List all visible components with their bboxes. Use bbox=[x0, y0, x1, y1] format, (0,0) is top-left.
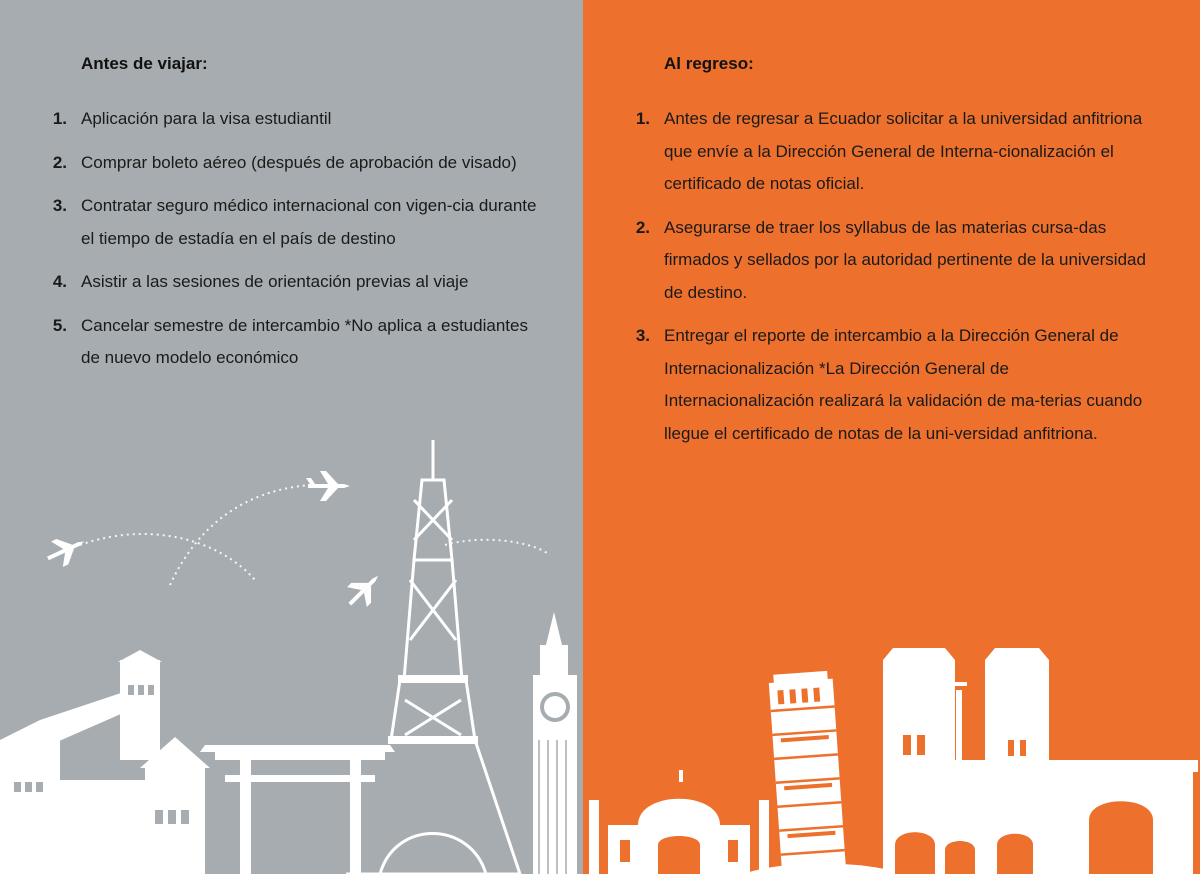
before-travel-heading: Antes de viajar: bbox=[81, 54, 208, 73]
eiffel-tower-illustration bbox=[346, 440, 520, 874]
list-item: 1. Aplicación para la visa estudiantil bbox=[52, 109, 332, 128]
before-travel-list bbox=[40, 103, 540, 375]
list-item: 5. Cancelar semestre de intercambio *No aplica a estudiantes de nuevo modelo económico bbox=[52, 315, 528, 367]
clock-icon bbox=[544, 696, 566, 718]
list-item: 4. Asistir a las sesiones de orientación previas al viaje bbox=[52, 272, 469, 291]
flight-path-line bbox=[80, 534, 255, 580]
list-item: 3. Contratar seguro médico internacional con vigen-cia durante el tiempo de estadía en el país de destino bbox=[52, 196, 537, 248]
flight-path-line bbox=[170, 485, 310, 585]
airplane-icon bbox=[306, 471, 350, 501]
torii-gate-illustration bbox=[200, 745, 395, 874]
leaning-tower-illustration bbox=[768, 671, 849, 874]
list-item: 3. Entregar el reporte de intercambio a la Dirección General de Internacionalización *La Dirección General de Internacionalización realizará la validación de ma-terias cuando llegue el certificado de notas de la uni-versidad anfitriona. bbox=[635, 326, 1143, 443]
list-item: 1. Antes de regresar a Ecuador solicitar a la universidad anfitriona que envíe a la Dirección General de Interna-cionalización el certificado de notas oficial. bbox=[635, 109, 1143, 193]
list-item: 2. Asegurarse de traer los syllabus de las materias cursa-das firmados y sellados por la autoridad pertinente de la universidad de destino. bbox=[635, 217, 1146, 302]
list-item: 2. Comprar boleto aéreo (después de aprobación de visado) bbox=[52, 152, 517, 172]
great-wall-illustration bbox=[0, 650, 210, 874]
after-return-list bbox=[623, 103, 1153, 450]
before-travel-panel bbox=[0, 0, 583, 874]
airplane-icon bbox=[42, 529, 90, 571]
flight-path-line bbox=[445, 540, 550, 555]
after-return-heading: Al regreso: bbox=[664, 54, 754, 73]
airplane-icon bbox=[340, 566, 388, 614]
after-return-panel bbox=[583, 0, 1200, 874]
